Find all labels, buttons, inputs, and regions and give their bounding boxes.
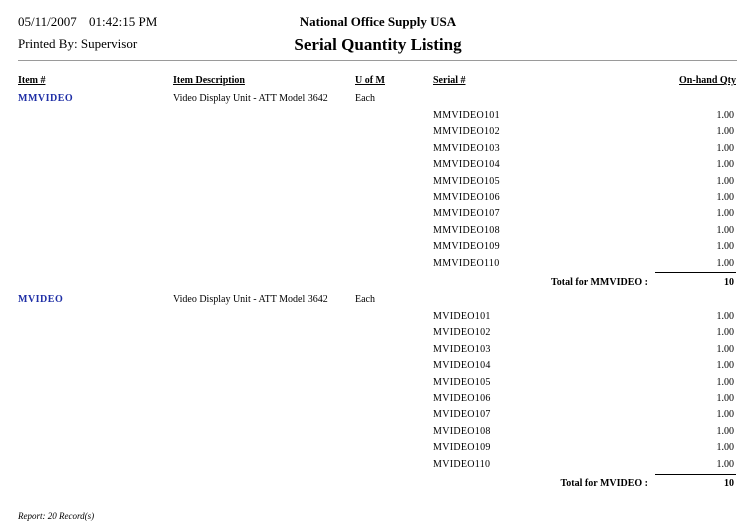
- serial-qty: 1.00: [716, 442, 734, 453]
- serial-qty: 1.00: [716, 126, 734, 137]
- serial-number: MVIDEO107: [433, 409, 491, 420]
- serial-qty: 1.00: [716, 409, 734, 420]
- serial-number: MVIDEO109: [433, 442, 491, 453]
- company-name: National Office Supply USA: [299, 14, 457, 29]
- column-header-description: Item Description: [173, 75, 245, 86]
- serial-number: MMVIDEO101: [433, 110, 500, 121]
- item-code: MVIDEO: [18, 294, 64, 305]
- item-uom: Each: [355, 93, 375, 104]
- printed-by: Printed By: Supervisor: [18, 36, 138, 51]
- group-total-value: 10: [724, 277, 734, 288]
- item-code: MMVIDEO: [18, 93, 74, 104]
- group-total-value: 10: [724, 478, 734, 489]
- serial-qty: 1.00: [716, 459, 734, 470]
- serial-number: MVIDEO108: [433, 426, 491, 437]
- serial-qty: 1.00: [716, 208, 734, 219]
- serial-number: MVIDEO110: [433, 459, 491, 470]
- serial-number: MMVIDEO102: [433, 126, 500, 137]
- serial-qty: 1.00: [716, 176, 734, 187]
- serial-qty: 1.00: [716, 143, 734, 154]
- serial-number: MMVIDEO109: [433, 241, 500, 252]
- item-uom: Each: [355, 294, 375, 305]
- group-total-label: Total for MMVIDEO :: [551, 277, 648, 288]
- serial-number: MMVIDEO108: [433, 225, 500, 236]
- item-description: Video Display Unit - ATT Model 3642: [173, 93, 328, 104]
- serial-qty: 1.00: [716, 192, 734, 203]
- serial-number: MVIDEO106: [433, 393, 491, 404]
- record-count: Report: 20 Record(s): [18, 511, 95, 521]
- serial-number: MMVIDEO103: [433, 143, 500, 154]
- serial-qty: 1.00: [716, 393, 734, 404]
- report-title: Serial Quantity Listing: [294, 35, 462, 54]
- serial-number: MMVIDEO104: [433, 159, 500, 170]
- serial-qty: 1.00: [716, 360, 734, 371]
- serial-number: MMVIDEO110: [433, 258, 500, 269]
- report-date: 05/11/2007: [18, 14, 77, 29]
- serial-number: MMVIDEO106: [433, 192, 500, 203]
- serial-number: MVIDEO102: [433, 327, 491, 338]
- serial-number: MMVIDEO107: [433, 208, 500, 219]
- column-header-serial: Serial #: [433, 75, 466, 86]
- serial-qty: 1.00: [716, 344, 734, 355]
- serial-number: MVIDEO101: [433, 311, 491, 322]
- serial-qty: 1.00: [716, 159, 734, 170]
- serial-qty: 1.00: [716, 225, 734, 236]
- serial-qty: 1.00: [716, 426, 734, 437]
- item-description: Video Display Unit - ATT Model 3642: [173, 294, 328, 305]
- header-divider: [18, 60, 737, 61]
- total-underline: [655, 272, 736, 273]
- serial-qty: 1.00: [716, 327, 734, 338]
- serial-qty: 1.00: [716, 377, 734, 388]
- group-total-label: Total for MVIDEO :: [560, 478, 648, 489]
- column-header-uom: U of M: [355, 75, 385, 86]
- serial-number: MMVIDEO105: [433, 176, 500, 187]
- column-header-qty: On-hand Qty: [679, 75, 736, 86]
- serial-number: MVIDEO105: [433, 377, 491, 388]
- column-header-item: Item #: [18, 75, 46, 86]
- serial-qty: 1.00: [716, 241, 734, 252]
- serial-qty: 1.00: [716, 110, 734, 121]
- serial-qty: 1.00: [716, 258, 734, 269]
- report-time: 01:42:15 PM: [89, 14, 158, 29]
- serial-number: MVIDEO103: [433, 344, 491, 355]
- serial-number: MVIDEO104: [433, 360, 491, 371]
- total-underline: [655, 474, 736, 475]
- serial-qty: 1.00: [716, 311, 734, 322]
